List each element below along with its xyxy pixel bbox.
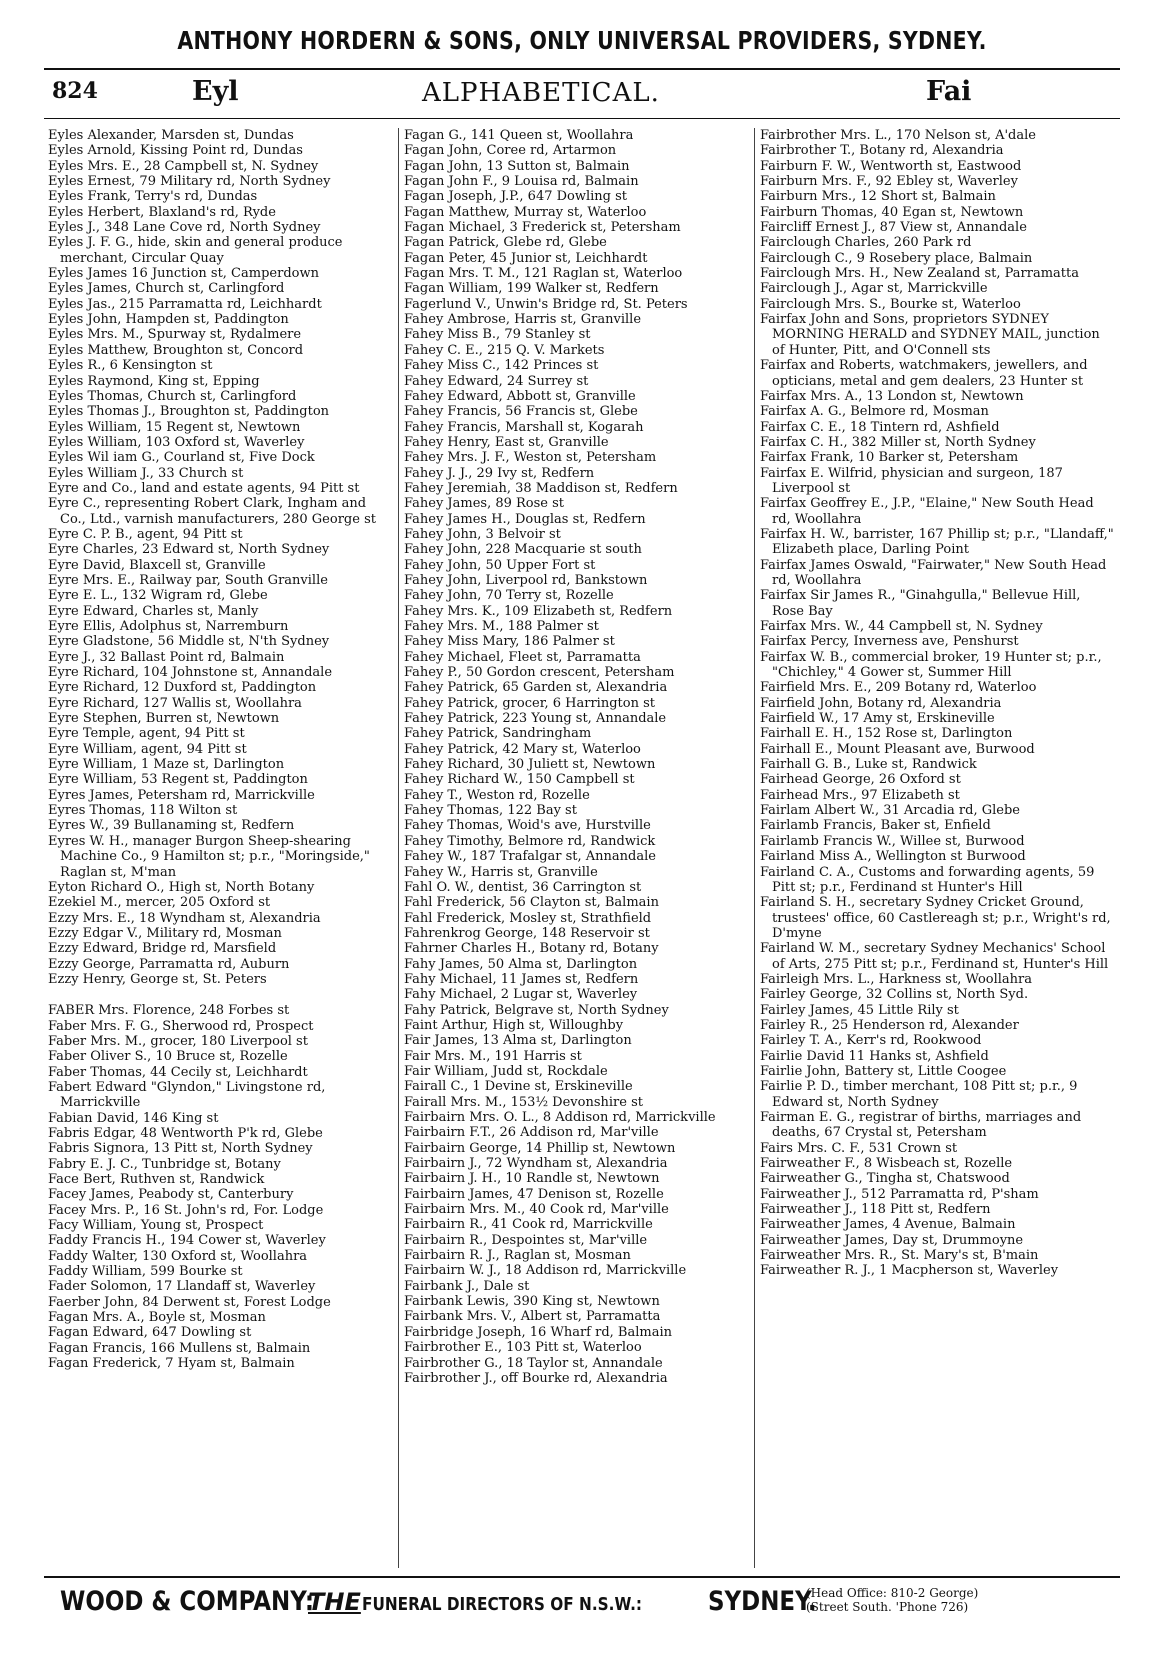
directory-entry: Eyre C. P. B., agent, 94 Pitt st [48, 526, 243, 542]
directory-entry: Fabry E. J. C., Tunbridge st, Botany [48, 1156, 281, 1172]
directory-entry: Fairlamb Francis W., Willee st, Burwood [760, 833, 1025, 849]
directory-entry: Fairfax A. G., Belmore rd, Mosman [760, 404, 989, 420]
directory-entry: Fairley R., 25 Henderson rd, Alexander [760, 1017, 1019, 1033]
directory-entry: Fairley T. A., Kerr's rd, Rookwood [760, 1033, 982, 1049]
directory-entry: Fairclough Charles, 260 Park rd [760, 235, 972, 251]
directory-entry: Fairfax Frank, 10 Barker st, Petersham [760, 450, 1019, 466]
directory-entry: Facey James, Peabody st, Canterbury [48, 1187, 294, 1203]
directory-entry: Fahey Edward, 24 Surrey st [404, 373, 589, 389]
directory-entry: Eyles Raymond, King st, Epping [48, 373, 260, 389]
directory-entry: Fagan Francis, 166 Mullens st, Balmain [48, 1340, 311, 1356]
directory-entry: Fahey Michael, Fleet st, Parramatta [404, 649, 641, 665]
directory-entry: Eyres Thomas, 118 Wilton st [48, 803, 238, 819]
directory-entry: Fahey Mrs. K., 109 Elizabeth st, Redfern [404, 603, 673, 619]
directory-entry: Fair William, Judd st, Rockdale [404, 1063, 608, 1079]
top-rule [44, 68, 1120, 70]
directory-entry: Fairall Mrs. M., 153½ Devonshire st [404, 1094, 643, 1110]
directory-entry: Eyre Ellis, Adolphus st, Narremburn [48, 619, 289, 634]
footer-office [806, 1586, 978, 1614]
column-1 [48, 128, 388, 1568]
directory-entry: Fahey John, 3 Belvoir st [404, 526, 561, 542]
directory-entry: Fairbairn Mrs. O. L., 8 Addison rd, Marrickville [404, 1110, 716, 1125]
directory-entry: Face Bert, Ruthven st, Randwick [48, 1172, 265, 1188]
directory-entry: Fairbairn J. H., 10 Randle st, Newtown [404, 1171, 660, 1187]
page-number: 824 [52, 78, 98, 104]
directory-entry: Fairbank J., Dale st [404, 1278, 530, 1294]
directory-entry: Eyles Alexander, Marsden st, Dundas [48, 128, 294, 143]
advertising-banner: ANTHONY HORDERN & SONS, ONLY UNIVERSAL PROVIDERS, SYDNEY. [177, 26, 987, 55]
directory-entry: Fahey Patrick, 65 Garden st, Alexandria [404, 680, 668, 696]
directory-entry: Fairs Mrs. C. F., 531 Crown st [760, 1140, 958, 1156]
directory-entry: Fairland C. A., Customs and forwarding agents, 59 Pitt st; p.r., Ferdinand st Hunter's Hill [760, 864, 1095, 895]
directory-entry: Fairbrother G., 18 Taylor st, Annandale [404, 1355, 663, 1371]
directory-entry: Fagan Matthew, Murray st, Waterloo [404, 204, 647, 220]
directory-entry: Fairall C., 1 Devine st, Erskineville [404, 1079, 633, 1095]
directory-entry: Fairweather Mrs. R., St. Mary's st, B'main [760, 1248, 1039, 1264]
directory-entry: Fairweather G., Tingha st, Chatswood [760, 1171, 1010, 1187]
directory-entry: Facey Mrs. P., 16 St. John's rd, For. Lodge [48, 1202, 324, 1218]
directory-entry: Ezzy Edgar V., Military rd, Mosman [48, 925, 282, 941]
directory-entry: Fabian David, 146 King st [48, 1110, 219, 1126]
directory-entry: Fairburn Mrs. F., 92 Ebley st, Waverley [760, 174, 1018, 190]
directory-entry: Fahey T., Weston rd, Rozelle [404, 787, 590, 803]
directory-entry: Faber Mrs. M., grocer, 180 Liverpool st [48, 1033, 308, 1049]
directory-entry: Eyles Arnold, Kissing Point rd, Dundas [48, 143, 303, 159]
directory-entry: Fairlamb Francis, Baker st, Enfield [760, 818, 991, 834]
column-2 [404, 128, 744, 1568]
directory-entry: Fahey Francis, 56 Francis st, Glebe [404, 404, 638, 420]
directory-entry: Fahey Patrick, 42 Mary st, Waterloo [404, 741, 641, 757]
directory-entry: Fairman E. G., registrar of births, marriages and deaths, 67 Crystal st, Petersham [760, 1110, 1082, 1141]
directory-entry: Ezekiel M., mercer, 205 Oxford st [48, 895, 271, 911]
directory-entry: Eyles William J., 33 Church st [48, 465, 244, 481]
directory-entry: Eyles Ernest, 79 Military rd, North Sydney [48, 174, 331, 190]
directory-entry: Fabris Edgar, 48 Wentworth P'k rd, Glebe [48, 1126, 323, 1141]
directory-entry: Fagan Peter, 45 Junior st, Leichhardt [404, 250, 648, 266]
directory-entry: Eyles Frank, Terry's rd, Dundas [48, 189, 258, 205]
directory-entry: Fairbairn George, 14 Phillip st, Newtown [404, 1140, 676, 1156]
directory-entry: Eyre Temple, agent, 94 Pitt st [48, 726, 245, 742]
directory-entry: Fagan Joseph, J.P., 647 Dowling st [404, 189, 628, 205]
directory-entry: Eyton Richard O., High st, North Botany [48, 879, 315, 895]
directory-entry: Fagan John, Coree rd, Artarmon [404, 143, 617, 159]
directory-entry: Fairfax Mrs. A., 13 London st, Newtown [760, 388, 1024, 404]
directory-entry: Fahy Michael, 2 Lugar st, Waverley [404, 987, 638, 1003]
directory-entry: Eyre Gladstone, 56 Middle st, N'th Sydney [48, 634, 330, 650]
directory-entry: Fairbairn R., 41 Cook rd, Marrickville [404, 1217, 653, 1233]
directory-entry: Eyre J., 32 Ballast Point rd, Balmain [48, 649, 285, 665]
directory-entry: Fagan John F., 9 Louisa rd, Balmain [404, 174, 639, 190]
directory-entry: Faddy Francis H., 194 Cower st, Waverley [48, 1233, 326, 1249]
directory-entry: Fahey Richard W., 150 Campbell st [404, 772, 635, 788]
directory-entry: Fairclough C., 9 Rosebery place, Balmain [760, 250, 1033, 266]
directory-entry: Fairland Miss A., Wellington st Burwood [760, 849, 1026, 865]
directory-entry: Fairclough Mrs. H., New Zealand st, Parramatta [760, 266, 1079, 282]
directory-entry: Fahey Patrick, 223 Young st, Annandale [404, 711, 667, 727]
directory-entry: Eyre and Co., land and estate agents, 94 Pitt st [48, 480, 360, 496]
directory-entry: Fairbrother T., Botany rd, Alexandria [760, 143, 1004, 159]
directory-entry: Fagan G., 141 Queen st, Woollahra [404, 128, 634, 143]
directory-entry: Fairland W. M., secretary Sydney Mechanics' School of Arts, 275 Pitt st; p.r., Ferdinand st, Hunter's Hill [760, 941, 1109, 972]
directory-entry: Fairhall E. H., 152 Rose st, Darlington [760, 726, 1013, 742]
directory-entry: Eyre William, 53 Regent st, Paddington [48, 772, 308, 788]
directory-entry: Fairbridge Joseph, 16 Wharf rd, Balmain [404, 1324, 672, 1340]
directory-entry: Fairlie John, Battery st, Little Coogee [760, 1063, 1007, 1079]
directory-entry: Fahey John, 50 Upper Fort st [404, 557, 596, 573]
directory-entry: Fagan Mrs. T. M., 121 Raglan st, Waterloo [404, 266, 683, 282]
directory-entry: Eyre Edward, Charles st, Manly [48, 603, 259, 619]
directory-entry: Fairbank Lewis, 390 King st, Newtown [404, 1294, 660, 1310]
directory-entry: Fahey Jeremiah, 38 Maddison st, Redfern [404, 480, 678, 496]
directory-entry: Fahey C. E., 215 Q. V. Markets [404, 342, 605, 358]
directory-entry: Fairland S. H., secretary Sydney Cricket Ground, trustees' office, 60 Castlereagh st; p.r., Wright's rd, D'myne [760, 895, 1111, 941]
directory-entry: Fairfax Geoffrey E., J.P., "Elaine," New South Head rd, Woollahra [760, 496, 1094, 527]
directory-entry: Fairweather James, Day st, Drummoyne [760, 1232, 1024, 1248]
directory-entry: Fagan Edward, 647 Dowling st [48, 1325, 252, 1341]
directory-entry: Eyre C., representing Robert Clark, Ingham and Co., Ltd., varnish manufacturers, 280 George st [48, 496, 376, 527]
directory-entry: Eyles Thomas, Church st, Carlingford [48, 388, 297, 404]
directory-entry: Fahrenkrog George, 148 Reservoir st [404, 925, 650, 941]
directory-entry: Fairweather F., 8 Wisbeach st, Rozelle [760, 1156, 1013, 1172]
directory-entry: Fairbairn W. J., 18 Addison rd, Marrickville [404, 1263, 687, 1279]
directory-entry: Fairclough J., Agar st, Marrickville [760, 281, 988, 297]
directory-entry: Fairfax C. H., 382 Miller st, North Sydney [760, 434, 1036, 450]
directory-entry: Eyre Richard, 104 Johnstone st, Annandale [48, 665, 333, 681]
directory-entry: Eyre Mrs. E., Railway par, South Granville [48, 572, 328, 588]
directory-entry: Fairburn Thomas, 40 Egan st, Newtown [760, 204, 1024, 220]
directory-entry: Eyles R., 6 Kensington st [48, 358, 213, 374]
directory-entry: Fairley George, 32 Collins st, North Syd. [760, 987, 1029, 1003]
directory-entry: Faerber John, 84 Derwent st, Forest Lodge [48, 1294, 331, 1310]
directory-entry: Fairhead Mrs., 97 Elizabeth st [760, 787, 960, 803]
directory-entry: Eyres W. H., manager Burgon Sheep-shearing Machine Co., 9 Hamilton st; p.r., "Moringside," Raglan st, M'man [48, 833, 370, 880]
footer-office-line-2: (Street South. 'Phone 726) [806, 1600, 969, 1614]
directory-entry: Fair Mrs. M., 191 Harris st [404, 1048, 582, 1064]
directory-entry: Fairweather R. J., 1 Macpherson st, Waverley [760, 1263, 1059, 1279]
directory-entry: Fahey Patrick, Sandringham [404, 726, 592, 742]
footer-city: SYDNEY. [708, 1586, 817, 1617]
directory-entry: Eyles Mrs. M., Spurway st, Rydalmere [48, 327, 302, 343]
directory-entry: Fahey Patrick, grocer, 6 Harrington st [404, 695, 655, 711]
directory-entry: Eyre William, 1 Maze st, Darlington [48, 757, 285, 773]
directory-entry: Fahy Michael, 11 James st, Redfern [404, 971, 639, 987]
directory-entry: Eyles John, Hampden st, Paddington [48, 312, 289, 328]
directory-entry: Ezzy Edward, Bridge rd, Marsfield [48, 941, 277, 957]
directory-entry: Fahey Mrs. M., 188 Palmer st [404, 619, 599, 634]
directory-entry: Fairbairn R., Despointes st, Mar'ville [404, 1232, 648, 1248]
directory-entry: Fahey Francis, Marshall st, Kogarah [404, 419, 644, 435]
directory-entry: Faddy Walter, 130 Oxford st, Woollahra [48, 1248, 308, 1264]
directory-entry: Faddy William, 599 Bourke st [48, 1264, 243, 1280]
directory-entry: Fahey Thomas, 122 Bay st [404, 803, 577, 819]
directory-entry: Fahey Timothy, Belmore rd, Randwick [404, 833, 656, 849]
directory-entry: Fahey James, 89 Rose st [404, 496, 565, 512]
directory-entry: Faircliff Ernest J., 87 View st, Annandale [760, 220, 1027, 236]
range-start: Eyl [192, 76, 239, 107]
directory-entry: Fabert Edward "Glyndon," Livingstone rd, Marrickville [48, 1079, 326, 1111]
directory-entry: Fahey Thomas, Woid's ave, Hurstville [404, 818, 651, 834]
directory-entry: Fagan Mrs. A., Boyle st, Mosman [48, 1310, 266, 1326]
directory-entry: Fagan Michael, 3 Frederick st, Petersham [404, 220, 681, 236]
directory-entry: Eyre Richard, 12 Duxford st, Paddington [48, 680, 317, 696]
directory-entry: Fairbairn James, 47 Denison st, Rozelle [404, 1186, 664, 1202]
directory-entry: Fahy Patrick, Belgrave st, North Sydney [404, 1002, 669, 1018]
directory-entry: Fairbrother Mrs. L., 170 Nelson st, A'dale [760, 128, 1036, 143]
directory-entry: Eyres James, Petersham rd, Marrickville [48, 787, 315, 803]
directory-entry: Fairley James, 45 Little Rily st [760, 1002, 959, 1018]
directory-entry: Eyles James 16 Junction st, Camperdown [48, 266, 319, 282]
section-title: ALPHABETICAL. [422, 78, 660, 108]
directory-entry: Fahey John, 70 Terry st, Rozelle [404, 588, 614, 604]
directory-entry: Faber Thomas, 44 Cecily st, Leichhardt [48, 1064, 308, 1080]
directory-entry: Fairfax H. W., barrister, 167 Phillip st; p.r., "Llandaff," Elizabeth place, Darling Point [760, 526, 1114, 558]
directory-entry: Fairleigh Mrs. L., Harkness st, Woollahra [760, 971, 1033, 987]
directory-entry: Eyre E. L., 132 Wigram rd, Glebe [48, 588, 268, 604]
directory-entry: Eyles J., 348 Lane Cove rd, North Sydney [48, 220, 321, 236]
directory-entry: Fairfield John, Botany rd, Alexandria [760, 695, 1002, 711]
directory-entry: Fairweather J., 512 Parramatta rd, P'sham [760, 1186, 1039, 1202]
footer-office-line-1: (Head Office: 810-2 George) [806, 1586, 979, 1600]
directory-entry: Fairfax E. Wilfrid, physician and surgeon, 187 Liverpool st [760, 465, 1063, 496]
directory-entry: Fahey Richard, 30 Juliett st, Newtown [404, 757, 656, 773]
directory-entry: Fair James, 13 Alma st, Darlington [404, 1033, 632, 1049]
directory-entry: Eyles Thomas J., Broughton st, Paddington [48, 404, 330, 420]
directory-entry: Ezzy George, Parramatta rd, Auburn [48, 956, 290, 972]
directory-entry: Fairweather J., 118 Pitt st, Redfern [760, 1202, 991, 1218]
directory-entry: Fairbrother E., 103 Pitt st, Waterloo [404, 1340, 642, 1356]
directory-entry: Ezzy Mrs. E., 18 Wyndham st, Alexandria [48, 910, 321, 926]
footer-the: THE [308, 1588, 361, 1616]
directory-entry: Eyres W., 39 Bullanaming st, Redfern [48, 818, 295, 834]
directory-entry: Fahrner Charles H., Botany rd, Botany [404, 941, 659, 957]
directory-entry: Fagan Patrick, Glebe rd, Glebe [404, 235, 607, 251]
header-rule [44, 118, 1120, 119]
footer-advertisement [60, 1586, 1120, 1636]
directory-entry: Fairfax C. E., 18 Tintern rd, Ashfield [760, 419, 1000, 435]
footer-tagline: FUNERAL DIRECTORS OF N.S.W.: [362, 1594, 643, 1615]
directory-entry: Fairhead George, 26 Oxford st [760, 772, 961, 788]
directory-entry: Eyles Jas., 215 Parramatta rd, Leichhardt [48, 296, 322, 312]
directory-entry: Fahey Henry, East st, Granville [404, 434, 609, 450]
directory-entry: Fagerlund V., Unwin's Bridge rd, St. Peters [404, 296, 688, 312]
directory-entry: Fahey W., 187 Trafalgar st, Annandale [404, 849, 656, 865]
directory-entry: Fabris Signora, 13 Pitt st, North Sydney [48, 1141, 313, 1157]
directory-entry: Fairbairn J., 72 Wyndham st, Alexandria [404, 1156, 668, 1172]
directory-entry: Fahey P., 50 Gordon crescent, Petersham [404, 665, 675, 681]
directory-entry: Fahey Miss Mary, 186 Palmer st [404, 634, 615, 650]
directory-entry: Fairclough Mrs. S., Bourke st, Waterloo [760, 296, 1021, 312]
directory-entry: Fagan William, 199 Walker st, Redfern [404, 281, 659, 297]
directory-entry: Fagan John, 13 Sutton st, Balmain [404, 158, 630, 174]
directory-entry: Fahey Mrs. J. F., Weston st, Petersham [404, 450, 657, 466]
directory-entry: Fairbank Mrs. V., Albert st, Parramatta [404, 1309, 661, 1325]
directory-entry: Fahey John, 228 Macquarie st south [404, 542, 642, 558]
directory-entry: Fahl O. W., dentist, 36 Carrington st [404, 879, 642, 895]
directory-entry: Fahey Miss C., 142 Princes st [404, 358, 599, 374]
column-3 [760, 128, 1116, 1568]
directory-entry: Facy William, Young st, Prospect [48, 1218, 264, 1234]
directory-entry: Fairfax W. B., commercial broker, 19 Hunter st; p.r., "Chichley," 4 Gower st, Summer Hill [760, 649, 1102, 681]
directory-entry: Fahey Edward, Abbott st, Granville [404, 388, 636, 404]
directory-entry: Faber Mrs. F. G., Sherwood rd, Prospect [48, 1018, 314, 1034]
directory-entry: Fahey James H., Douglas st, Redfern [404, 511, 646, 527]
directory-entry: Eyre Charles, 23 Edward st, North Sydney [48, 542, 330, 558]
directory-entry: Eyles James, Church st, Carlingford [48, 281, 285, 297]
directory-entry: Fahey Miss B., 79 Stanley st [404, 327, 591, 343]
directory-entry: Fairlam Albert W., 31 Arcadia rd, Glebe [760, 803, 1020, 819]
directory-entry: Fahey W., Harris st, Granville [404, 864, 598, 880]
directory-entry: Fahey John, Liverpool rd, Bankstown [404, 572, 648, 588]
directory-entry: Fairburn Mrs., 12 Short st, Balmain [760, 189, 996, 205]
directory-columns [48, 128, 1120, 1568]
directory-entry: Faber Oliver S., 10 Bruce st, Rozelle [48, 1049, 288, 1065]
directory-entry: Eyre Richard, 127 Wallis st, Woollahra [48, 695, 302, 711]
directory-entry: Eyles William, 103 Oxford st, Waverley [48, 434, 305, 450]
directory-entry: Eyles Herbert, Blaxland's rd, Ryde [48, 204, 276, 220]
directory-entry: Fairbairn F.T., 26 Addison rd, Mar'ville [404, 1125, 659, 1141]
directory-entry: Fairfax Mrs. W., 44 Campbell st, N. Sydney [760, 619, 1043, 634]
directory-entry: FABER Mrs. Florence, 248 Forbes st [48, 1003, 290, 1019]
directory-entry: Fagan Frederick, 7 Hyam st, Balmain [48, 1356, 295, 1372]
directory-entry: Fairhall E., Mount Pleasant ave, Burwood [760, 741, 1035, 757]
directory-entry: Eyles Matthew, Broughton st, Concord [48, 342, 304, 358]
directory-entry: Fairburn F. W., Wentworth st, Eastwood [760, 158, 1022, 174]
directory-entry: Fahey Ambrose, Harris st, Granville [404, 312, 642, 328]
directory-entry: Eyles Mrs. E., 28 Campbell st, N. Sydney [48, 158, 319, 174]
directory-entry: Fairbairn R. J., Raglan st, Mosman [404, 1248, 631, 1264]
directory-entry: Faint Arthur, High st, Willoughby [404, 1017, 624, 1033]
directory-entry: Eyles William, 15 Regent st, Newtown [48, 419, 301, 435]
directory-entry: Fairhall G. B., Luke st, Randwick [760, 757, 977, 773]
directory-entry: Fahy James, 50 Alma st, Darlington [404, 956, 638, 972]
directory-entry: Fairlie P. D., timber merchant, 108 Pitt st; p.r., 9 Edward st, North Sydney [760, 1079, 1078, 1110]
directory-entry: Fairweather James, 4 Avenue, Balmain [760, 1217, 1016, 1233]
page-header [52, 76, 1112, 116]
directory-entry: Fahl Frederick, 56 Clayton st, Balmain [404, 895, 659, 911]
directory-entry: Eyre Stephen, Burren st, Newtown [48, 711, 280, 727]
directory-entry: Fairfax Sir James R., "Ginahgulla," Bellevue Hill, Rose Bay [760, 588, 1081, 619]
bottom-rule [44, 1576, 1120, 1578]
directory-entry: Fairfield W., 17 Amy st, Erskineville [760, 711, 995, 727]
footer-company: WOOD & COMPANY: [60, 1586, 315, 1617]
directory-entry: Fairfax Percy, Inverness ave, Penshurst [760, 634, 1019, 650]
directory-entry: Fahey J. J., 29 Ivy st, Redfern [404, 465, 595, 481]
directory-entry: Eyles Wil iam G., Courland st, Five Dock [48, 450, 315, 466]
directory-entry: Fahl Frederick, Mosley st, Strathfield [404, 910, 652, 926]
directory-entry: Ezzy Henry, George st, St. Peters [48, 971, 267, 987]
directory-entry: Eyre William, agent, 94 Pitt st [48, 741, 247, 757]
directory-entry: Fairfax James Oswald, "Fairwater," New South Head rd, Woollahra [760, 557, 1107, 588]
directory-entry: Fairfax John and Sons, proprietors SYDNEY MORNING HERALD and SYDNEY MAIL, junction of Hunter, Pitt, and O'Connell sts [760, 312, 1100, 358]
directory-entry: Eyre David, Blaxcell st, Granville [48, 557, 266, 573]
directory-entry: Fairbairn Mrs. M., 40 Cook rd, Mar'ville [404, 1202, 669, 1218]
column-divider-1 [398, 128, 399, 1568]
directory-entry: Fairbrother J., off Bourke rd, Alexandria [404, 1370, 668, 1386]
directory-entry: Fader Solomon, 17 Llandaff st, Waverley [48, 1279, 316, 1295]
directory-entry: Fairlie David 11 Hanks st, Ashfield [760, 1048, 989, 1064]
directory-entry: Fairfax and Roberts, watchmakers, jewellers, and opticians, metal and gem dealers, 23 Hunter st [760, 358, 1088, 389]
range-end: Fai [926, 76, 972, 107]
directory-entry: Fairfield Mrs. E., 209 Botany rd, Waterloo [760, 680, 1037, 696]
directory-entry: Eyles J. F. G., hide, skin and general produce merchant, Circular Quay [48, 235, 343, 266]
column-divider-2 [754, 128, 755, 1568]
